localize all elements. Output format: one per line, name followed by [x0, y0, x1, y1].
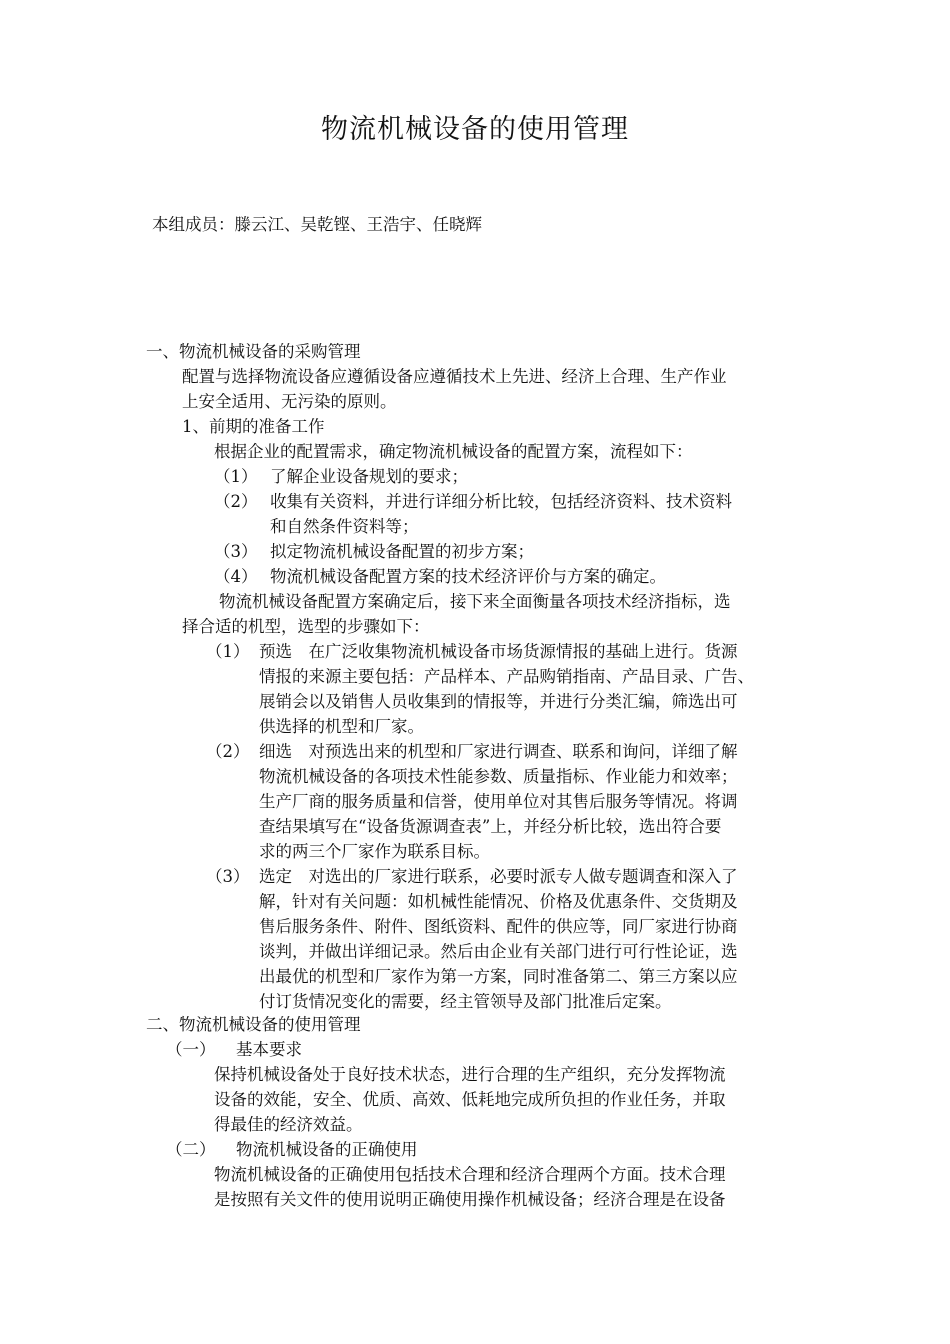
part-text: 得最佳的经济效益。 — [214, 1115, 363, 1134]
step-text: 了解企业设备规划的要求； — [270, 467, 468, 486]
section1-intro-line: 配置与选择物流设备应遵循设备应遵循技术上先进、经济上合理、生产作业 — [182, 367, 727, 386]
selection-text: 付订货情况变化的需要，经主管领导及部门批准后定案。 — [259, 992, 672, 1011]
section1-intro-line: 上安全适用、无污染的原则。 — [182, 392, 397, 411]
section2-heading: 二、物流机械设备的使用管理 — [146, 1015, 361, 1034]
selection-text: 解，针对有关问题：如机械性能情况、价格及优惠条件、交货期及 — [259, 892, 738, 911]
section1-heading: 一、物流机械设备的采购管理 — [146, 342, 361, 361]
subsection1-heading: 1、前期的准备工作 — [182, 417, 325, 436]
step-text: 拟定物流机械设备配置的初步方案； — [270, 542, 534, 561]
selection-number: （3） — [206, 867, 250, 886]
selection-text: 预选 在广泛收集物流机械设备市场货源情报的基础上进行。货源 — [259, 642, 738, 661]
subsection1-intro: 根据企业的配置需求，确定物流机械设备的配置方案，流程如下： — [214, 442, 693, 461]
after-steps-line: 择合适的机型，选型的步骤如下： — [182, 617, 430, 636]
part-number: （一） — [166, 1040, 216, 1059]
part-title: 物流机械设备的正确使用 — [236, 1140, 418, 1159]
step-number: （2） — [214, 492, 258, 511]
step-number: （3） — [214, 542, 258, 561]
step-text: 物流机械设备配置方案的技术经济评价与方案的确定。 — [270, 567, 666, 586]
part-number: （二） — [166, 1140, 216, 1159]
part-text: 物流机械设备的正确使用包括技术合理和经济合理两个方面。技术合理 — [214, 1165, 726, 1184]
selection-text: 售后服务条件、附件、图纸资料、配件的供应等，同厂家进行协商 — [259, 917, 738, 936]
step-number: （1） — [214, 467, 258, 486]
selection-text: 谈判，并做出详细记录。然后由企业有关部门进行可行性论证，选 — [259, 942, 738, 961]
selection-text: 情报的来源主要包括：产品样本、产品购销指南、产品目录、广告、 — [259, 667, 754, 686]
selection-text: 选定 对选出的厂家进行联系，必要时派专人做专题调查和深入了 — [259, 867, 738, 886]
selection-number: （2） — [206, 742, 250, 761]
selection-text: 细选 对预选出来的机型和厂家进行调查、联系和询问，详细了解 — [259, 742, 738, 761]
selection-text: 生产厂商的服务质量和信誉，使用单位对其售后服务等情况。将调 — [259, 792, 738, 811]
selection-text: 求的两三个厂家作为联系目标。 — [259, 842, 490, 861]
part-text: 设备的效能，安全、优质、高效、低耗地完成所负担的作业任务，并取 — [214, 1090, 726, 1109]
part-text: 是按照有关文件的使用说明正确使用操作机械设备；经济合理是在设备 — [214, 1190, 726, 1209]
members-line: 本组成员：滕云江、吴乾铿、王浩宇、任晓辉 — [152, 215, 482, 234]
step-number: （4） — [214, 567, 258, 586]
selection-text: 出最优的机型和厂家作为第一方案，同时准备第二、第三方案以应 — [259, 967, 738, 986]
selection-text: 展销会以及销售人员收集到的情报等，并进行分类汇编，筛选出可 — [259, 692, 738, 711]
page-title: 物流机械设备的使用管理 — [321, 114, 629, 145]
part-text: 保持机械设备处于良好技术状态，进行合理的生产组织，充分发挥物流 — [214, 1065, 726, 1084]
after-steps-line: 物流机械设备配置方案确定后，接下来全面衡量各项技术经济指标，选 — [219, 592, 731, 611]
selection-text: 查结果填写在“设备货源调查表”上，并经分析比较，选出符合要 — [259, 817, 722, 836]
selection-text: 物流机械设备的各项技术性能参数、质量指标、作业能力和效率； — [259, 767, 738, 786]
selection-text: 供选择的机型和厂家。 — [259, 717, 424, 736]
part-title: 基本要求 — [236, 1040, 302, 1059]
step-text: 和自然条件资料等； — [270, 517, 419, 536]
selection-number: （1） — [206, 642, 250, 661]
step-text: 收集有关资料，并进行详细分析比较，包括经济资料、技术资料 — [270, 492, 732, 511]
